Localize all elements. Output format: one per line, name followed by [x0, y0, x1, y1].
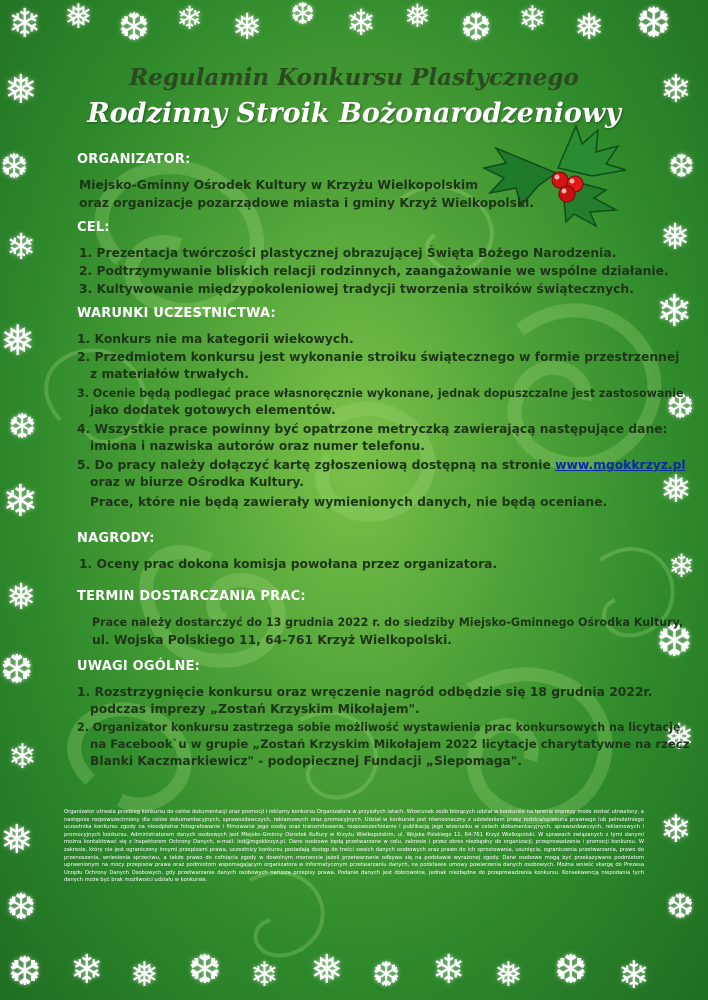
snowflake-icon: ❄ — [660, 67, 692, 111]
snowflake-icon: ❆ — [666, 387, 695, 427]
remark-line: Blanki Kaczmarkiewicz" - podopiecznej Fundacji „Siepomaga". — [90, 754, 522, 768]
snowflake-icon: ❄ — [656, 286, 693, 337]
snowflake-icon: ❅ — [0, 817, 34, 863]
snowflake-icon: ❆ — [118, 5, 150, 49]
rule-line: 4. Wszystkie prace powinny być opatrzone metryczką zawierającą następujące dane: — [77, 422, 668, 436]
snowflake-icon: ❅ — [664, 717, 695, 758]
snowflake-icon: ❄ — [518, 0, 547, 39]
snowflake-icon: ❅ — [0, 316, 36, 365]
website-link[interactable]: www.mgokkrzyz.pl — [555, 458, 686, 472]
rule-line: 3. Ocenie będą podlegać prace własnoręcznie wykonane, jednak dopuszczalne jest zastosowanie — [77, 387, 684, 400]
rule-line — [77, 457, 686, 474]
rule-line: 1. Konkurs nie ma kategorii wiekowych. — [77, 332, 354, 346]
snowflake-icon: ❆ — [6, 887, 37, 928]
rule-line: jako dodatek gotowych elementów. — [90, 403, 336, 417]
snowflake-icon: ❆ — [668, 147, 695, 185]
snowflake-icon: ❅ — [660, 217, 691, 258]
snowflake-icon: ❄ — [70, 947, 104, 993]
prize-item: 1. Oceny prac dokona komisja powołana przez organizatora. — [79, 557, 498, 571]
snowflake-icon: ❄ — [8, 737, 37, 777]
rule-line: imiona i nazwiska autorów oraz numer telefonu. — [90, 439, 425, 453]
snowflake-icon: ❆ — [636, 0, 672, 47]
snowflake-icon: ❆ — [554, 947, 588, 993]
privacy-fine-print: Organizator utrwala przebieg konkursu do celów dokumentacji oraz promocji i reklamy konkursu Organizatora w przyszłych latach. Wizerunek osób biorących udział w konkursie na terenie imprezy może zostać utrwalony, a następnie rozpowszechniony dla celów dokumentacyjnych, sprawozdawczych, reklamowych oraz promocyjnych. Udział w konkursie jest równoznaczny z udzieleniem przez rodzica/opiekuna prawnego lub pełnoletniego uczestnika konkursu zgody na nieodpłatne fotografowanie i filmowanie jego osoby oraz transmitowanie, rozpowszechnianie i publikację jego wizerunku w celach dokumentacyjnych, sprawozdawczych, reklamowych i promocyjnych konkursu. Administratorem danych osobowych jest Miejsko-Gminny Ośrodek Kultury w Krzyżu Wielkopolskim, ul. Wojska Polskiego 11, 64-761 Krzyż Wielkopolski. W sprawach związanych z tymi danymi można kontaktować się z Inspektorem Ochrony Danych, e-mail: iod@mgokkrzyz.pl. Dane osobowe będą przetwarzane w celu, zakresie i przez okres niezbędny do organizacji, przeprowadzenia i promocji konkursu. W zakresie, który nie jest ograniczony innymi przepisami prawa, uczestnicy konkursu posiadają dostęp do treści swoich danych osobowych oraz prawo do ich sprostowania, usunięcia, ograniczenia przetwarzania, prawo do przenoszenia, wniesienia sprzeciwu, a także prawo do cofnięcia zgody w dowolnym momencie jeżeli przetwarzanie odbywa się na podstawie wyrażonej zgody. Dane osobowe mogą być przekazywane podmiotom uprawnionym na mocy przepisów prawa oraz podmiotom wspomagającym organizatora w informatycznym przetwarzaniu danych, na podstawie umowy powierzenia danych osobowych. Można wnieść skargę do Prezesa Urzędu Ochrony Danych Osobowych, gdy przetwarzanie danych osobowych narusza przepisy prawa. Podanie danych jest dobrowolne, jednak niezbędne do przeprowadzenia konkursu. Konsekwencją niepodania tych danych może być brak możliwości udziału w konkursie. — [64, 809, 644, 884]
goal-item: 3. Kultywowanie międzypokoleniowej tradycji tworzenia stroików świątecznych. — [79, 282, 634, 296]
snowflake-icon: ❆ — [656, 616, 693, 667]
snowflake-icon: ❆ — [460, 5, 492, 49]
snowflake-icon: ❆ — [8, 407, 37, 447]
organizer-line: oraz organizacje pozarządowe miasta i gminy Krzyż Wielkopolski. — [79, 196, 535, 210]
snowflake-icon: ❄ — [346, 3, 377, 44]
organizer-line: Miejsko-Gminny Ośrodek Kultury w Krzyżu Wielkopolskim — [79, 178, 479, 192]
section-heading-organizator: ORGANIZATOR: — [77, 152, 191, 167]
rule-note: Prace, które nie będą zawierały wymienionych danych, nie będą oceniane. — [90, 495, 608, 509]
section-heading-nagrody: NAGRODY: — [77, 531, 155, 546]
snowflake-icon: ❄ — [618, 953, 650, 997]
snowflake-icon: ❅ — [494, 955, 523, 995]
goal-item: 2. Podtrzymywanie bliskich relacji rodzinnych, zaangażowanie we wspólne działanie. — [79, 264, 669, 278]
rule-line: z materiałów trwałych. — [90, 367, 249, 381]
snowflake-icon: ❄ — [8, 1, 42, 47]
snowflake-icon: ❅ — [404, 0, 431, 35]
section-heading-termin: TERMIN DOSTARCZANIA PRAC: — [77, 589, 306, 604]
snowflake-icon: ❅ — [6, 577, 37, 618]
snowflake-icon: ❄ — [432, 947, 466, 993]
remark-line: podczas imprezy „Zostań Krzyskim Mikołajem". — [90, 702, 420, 716]
snowflake-icon: ❄ — [660, 807, 692, 851]
section-heading-warunki: WARUNKI UCZESTNICTWA: — [77, 306, 276, 321]
deadline-line: Prace należy dostarczyć do 13 grudnia 2022 r. do siedziby Miejsko-Gminnego Ośrodka Kultury, — [92, 616, 684, 629]
goal-item: 1. Prezentacja twórczości plastycznej obrazującej Święta Bożego Narodzenia. — [79, 246, 617, 260]
snowflake-icon: ❄ — [2, 476, 39, 527]
snowflake-icon: ❅ — [574, 7, 605, 48]
snowflake-icon: ❄ — [668, 547, 695, 585]
snowflake-icon: ❅ — [4, 67, 38, 113]
snowflake-icon: ❆ — [0, 647, 34, 693]
rule-line: 2. Przedmiotem konkursu jest wykonanie stroiku świątecznego w formie przestrzennej — [77, 350, 680, 364]
poster-subtitle: Rodzinny Stroik Bożonarodzeniowy — [87, 98, 621, 129]
rule-line: oraz w biurze Ośrodka Kultury. — [90, 475, 304, 489]
deadline-line: ul. Wojska Polskiego 11, 64-761 Krzyż Wielkopolski. — [92, 633, 452, 647]
snowflake-icon: ❅ — [660, 467, 692, 511]
snowflake-icon: ❄ — [6, 227, 37, 268]
remark-line: 1. Rozstrzygnięcie konkursu oraz wręczenie nagród odbędzie się 18 grudnia 2022r. — [77, 685, 653, 699]
rule-text: 5. Do pracy należy dołączyć kartę zgłoszeniową dostępną na stronie — [77, 458, 551, 472]
snowflake-icon: ❆ — [666, 887, 695, 927]
poster-title: Regulamin Konkursu Plastycznego — [129, 64, 579, 91]
snowflake-icon: ❅ — [130, 955, 159, 995]
snowflake-icon: ❆ — [0, 147, 29, 187]
snowflake-icon: ❅ — [310, 947, 344, 993]
snowflake-icon: ❅ — [64, 0, 93, 37]
section-heading-cel: CEL: — [77, 220, 110, 235]
snowflake-icon: ❄ — [250, 955, 279, 995]
snowflake-icon: ❆ — [8, 949, 42, 995]
section-heading-uwagi: UWAGI OGÓLNE: — [77, 659, 201, 674]
remark-line: 2. Organizator konkursu zastrzega sobie możliwość wystawienia prac konkursowych na licytację — [77, 721, 681, 734]
remark-line: na Facebook`u w grupie „Zostań Krzyskim Mikołajem 2022 licytacje charytatywne na rzecz — [90, 737, 690, 751]
snowflake-icon: ❆ — [188, 947, 222, 993]
snowflake-icon: ❅ — [232, 7, 263, 48]
snowflake-icon: ❄ — [176, 0, 203, 37]
snowflake-icon: ❆ — [290, 0, 316, 32]
snowflake-icon: ❆ — [372, 955, 401, 995]
